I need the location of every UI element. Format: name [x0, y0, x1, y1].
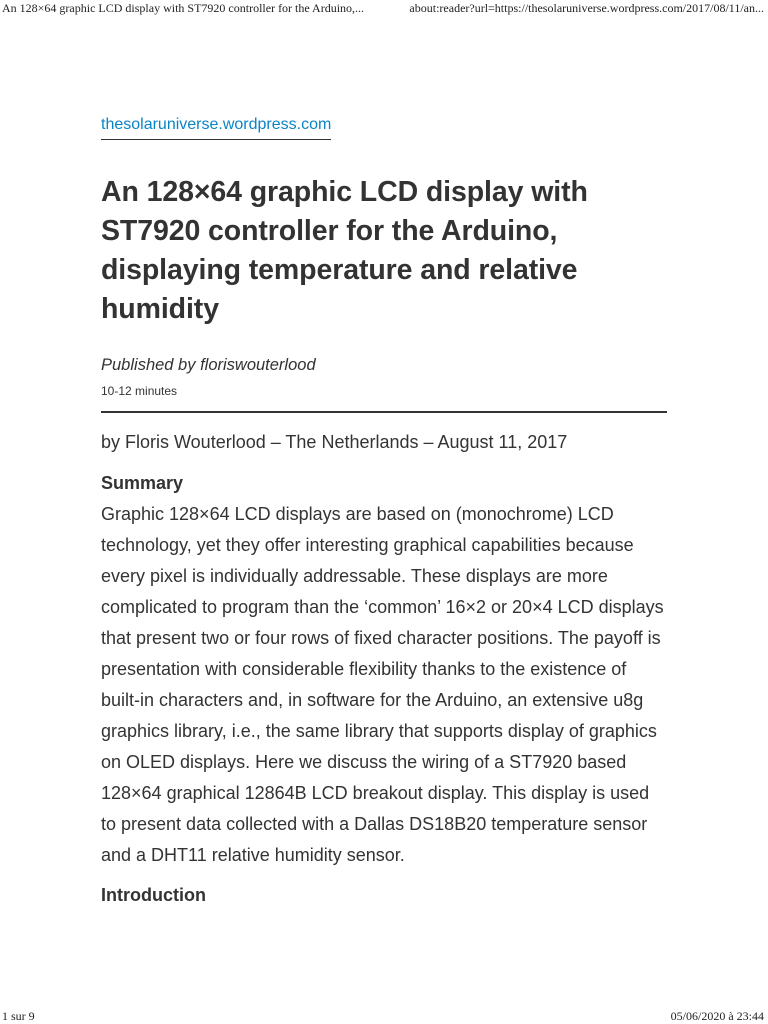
reading-time: 10-12 minutes	[101, 384, 178, 398]
page-counter: 1 sur 9	[2, 1009, 35, 1023]
article-byline: Published by floriswouterlood	[101, 356, 316, 374]
source-domain-link[interactable]: thesolaruniverse.wordpress.com	[101, 116, 331, 140]
print-timestamp: 05/06/2020 à 23:44	[670, 1009, 764, 1023]
print-header	[0, 0, 768, 16]
article-content	[101, 427, 667, 911]
reader-view	[101, 116, 667, 911]
header-divider	[101, 411, 667, 413]
print-footer	[0, 1008, 768, 1024]
article-credit: by Floris Wouterlood – The Netherlands – August 11, 2017	[101, 432, 568, 452]
summary-heading: Summary	[101, 473, 184, 493]
summary-paragraph: Graphic 128×64 LCD displays are based on (monochrome) LCD technology, yet they offer interesting graphical capabilities because every pixel is individually addressable. These displays are more complicated to program than the ‘common’ 16×2 or 20×4 LCD displays that present two or four rows of fixed character positions. The payoff is presentation with considerable flexibility thanks to the existence of built-in characters and, in software for the Arduino, an extensive u8g graphics library, i.e., the same library that supports display of graphics on OLED displays. Here we discuss the wiring of a ST7920 based 128×64 graphical 12864B LCD breakout display. This display is used to present data collected with a Dallas DS18B20 temperature sensor and a DHT11 relative humidity sensor.	[101, 504, 664, 865]
print-header-title: An 128×64 graphic LCD display with ST7920 controller for the Arduino,...	[2, 1, 365, 15]
introduction-heading: Introduction	[101, 885, 206, 905]
article-title: An 128×64 graphic LCD display with ST7920 controller for the Arduino, displaying temperature and relative humidity	[101, 176, 588, 325]
print-header-url: about:reader?url=https://thesolaruniverse.wordpress.com/2017/08/11/an...	[409, 1, 764, 15]
